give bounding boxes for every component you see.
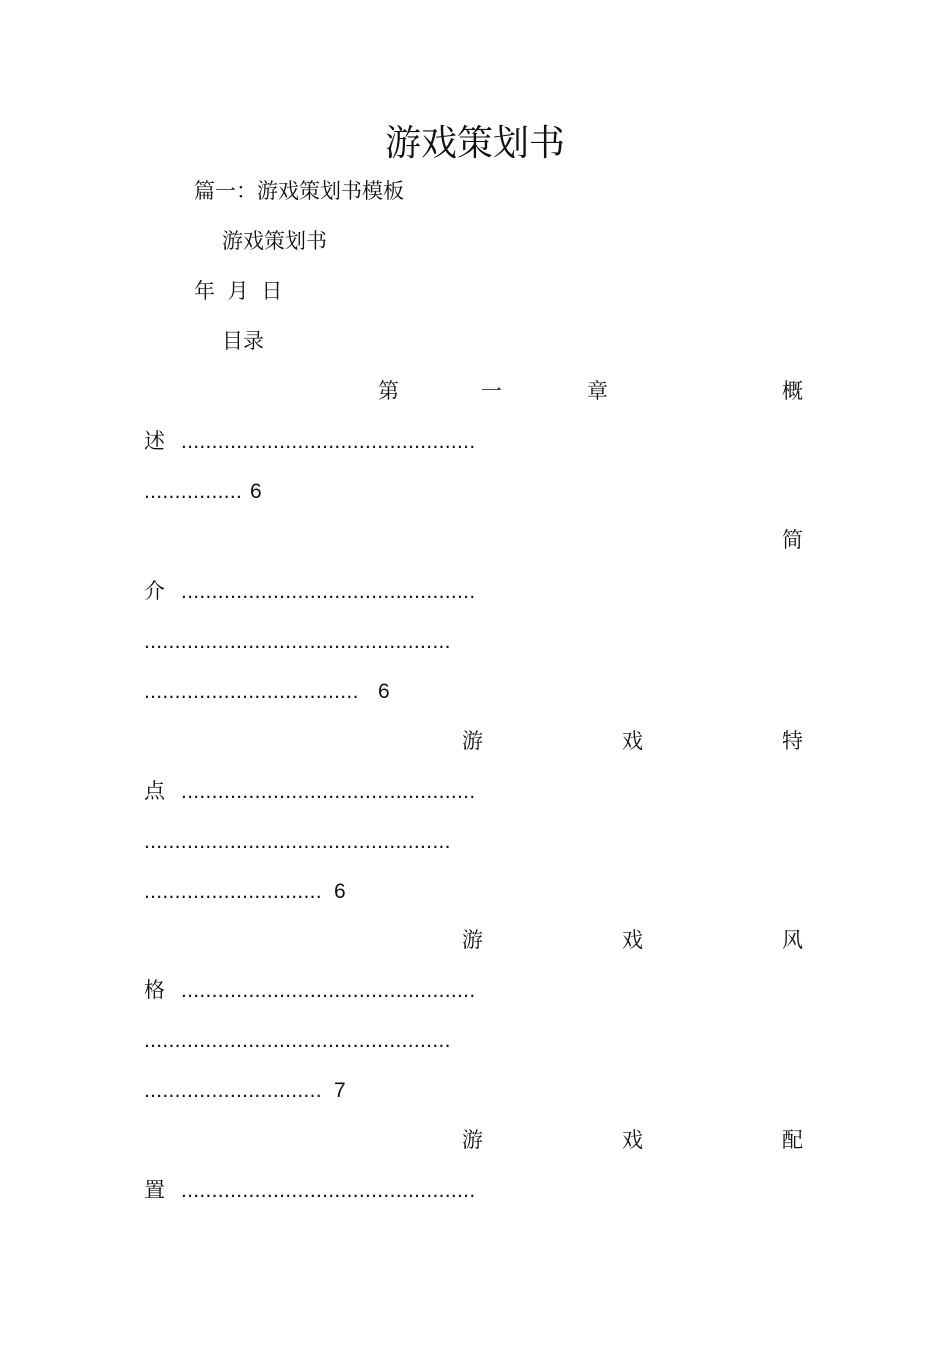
toc-spread-char: 概 (782, 379, 803, 403)
toc-last-char: 点 (144, 779, 165, 803)
toc-page-number: 6 (334, 880, 346, 903)
toc-spread-char: 特 (782, 729, 803, 753)
toc-spread-char: 戏 (622, 729, 643, 753)
toc-leader: .................................................. (144, 830, 451, 853)
toc-spread-char: 风 (782, 928, 803, 952)
toc-leader: ............................. (144, 880, 322, 903)
toc-spread-char: 戏 (622, 1128, 643, 1152)
toc-leader: ................................................ (181, 780, 476, 803)
toc-leader: ................................................ (181, 580, 476, 603)
toc-spread-char: 游 (462, 928, 483, 952)
toc-leader: ............................. (144, 1079, 322, 1102)
toc-spread-char: 一 (481, 379, 502, 403)
date-line: 年 月 日 (194, 279, 283, 303)
toc-spread-char: 第 (378, 379, 399, 403)
toc-spread-char: 游 (462, 1128, 483, 1152)
toc-last-char: 格 (144, 978, 165, 1002)
toc-leader: ................................................ (181, 1179, 476, 1202)
document-title: 游戏策划书 (384, 123, 565, 164)
toc-spread-char: 简 (782, 528, 803, 552)
toc-spread-char: 戏 (622, 928, 643, 952)
toc-last-char: 述 (144, 429, 165, 453)
toc-spread-char: 章 (587, 379, 608, 403)
toc-leader: ................ (144, 480, 243, 503)
toc-leader: ................................................ (181, 430, 476, 453)
toc-page-number: 6 (378, 680, 390, 703)
toc-last-char: 置 (144, 1178, 165, 1202)
toc-page-number: 6 (250, 480, 262, 503)
toc-leader: ................................................ (181, 979, 476, 1002)
toc-leader: ................................... (144, 680, 359, 703)
subtitle: 游戏策划书 (222, 229, 327, 253)
toc-spread-char: 配 (782, 1128, 803, 1152)
toc-leader: .................................................. (144, 1029, 451, 1052)
toc-spread-char: 游 (462, 729, 483, 753)
toc-page-number: 7 (334, 1079, 346, 1102)
part-heading: 篇一：游戏策划书模板 (194, 179, 404, 203)
toc-last-char: 介 (144, 579, 165, 603)
toc-leader: .................................................. (144, 630, 451, 653)
toc-heading: 目录 (222, 329, 264, 353)
